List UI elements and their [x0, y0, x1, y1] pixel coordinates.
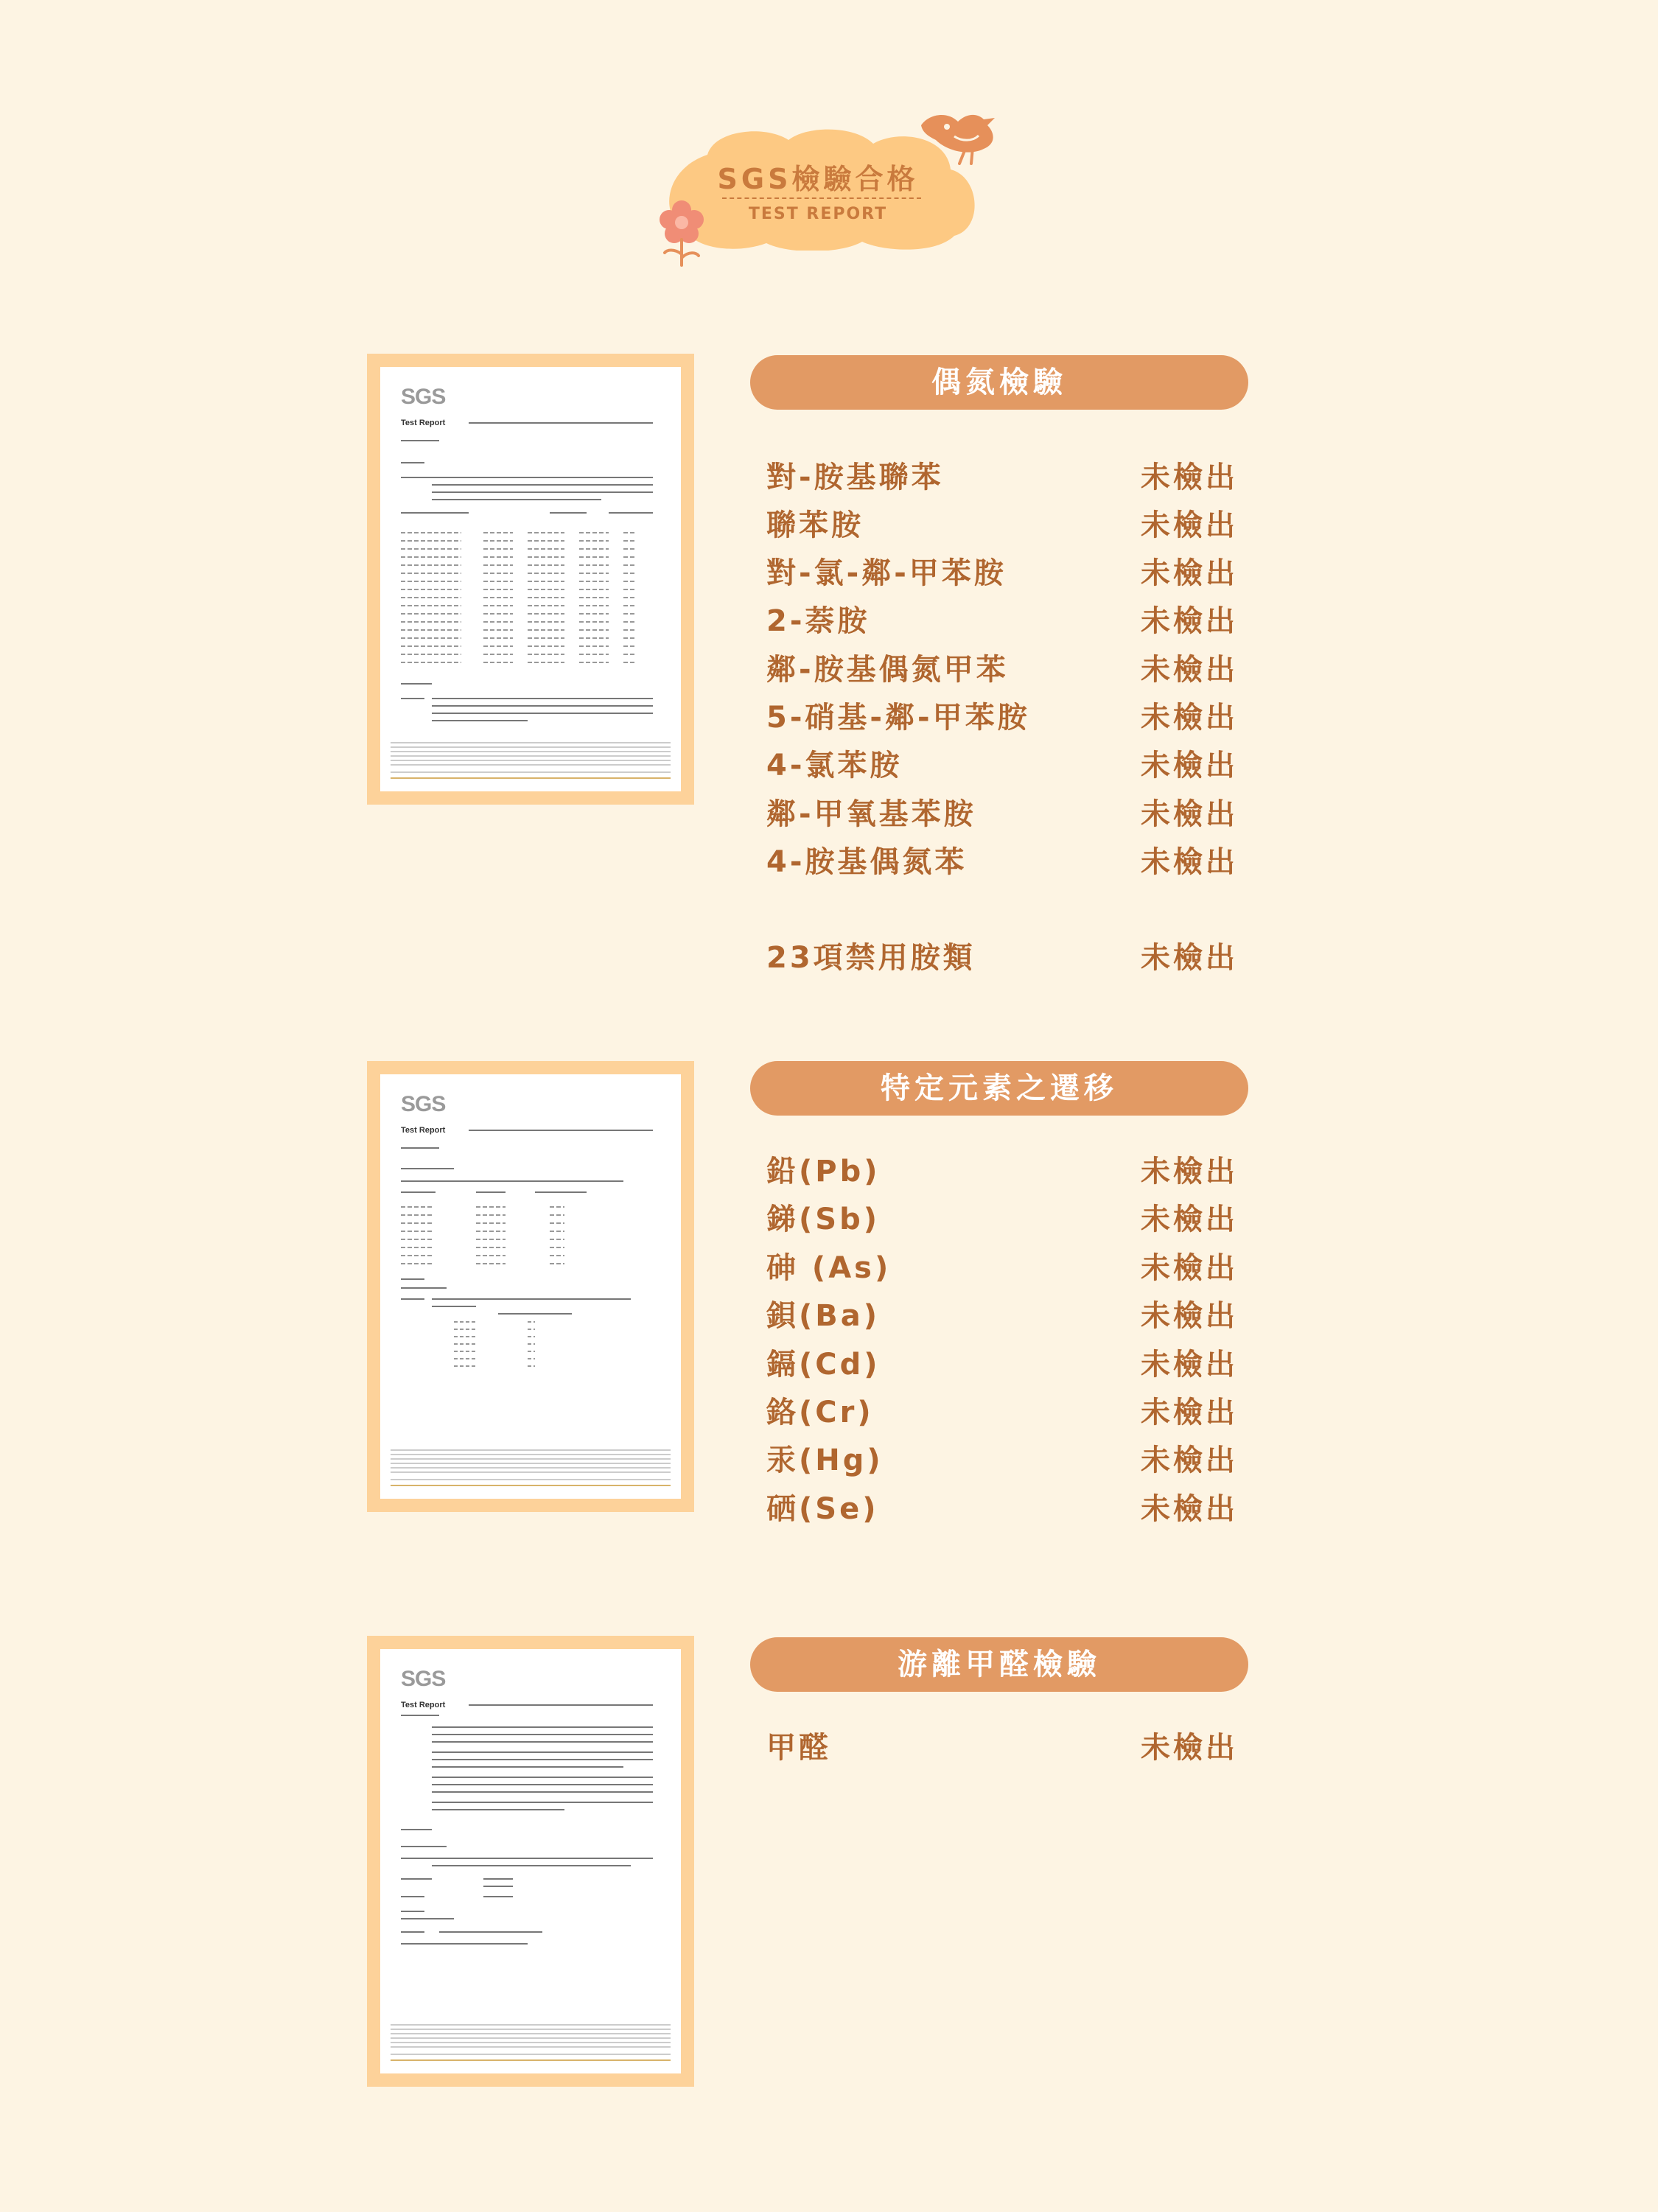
item-result: 未檢出: [1141, 1731, 1238, 1765]
item-result: 未檢出: [1141, 1443, 1238, 1477]
item-result: 未檢出: [1141, 1348, 1238, 1382]
report-paper: [380, 1074, 681, 1499]
test-report-image-formaldehyde: [367, 1636, 694, 2087]
item-name: 汞(Hg): [766, 1443, 884, 1477]
item-result: 未檢出: [1141, 701, 1238, 735]
list-item: [766, 1245, 1238, 1289]
item-name: 砷 (As): [766, 1251, 892, 1285]
item-name: 鄰-甲氧基苯胺: [766, 797, 976, 831]
section-title-formaldehyde: 游離甲醛檢驗: [750, 1637, 1248, 1692]
report-text-lines: [380, 367, 681, 791]
report-heading: Test Report: [401, 1126, 446, 1135]
header-badge: [656, 111, 1010, 265]
test-report-image-elements: [367, 1061, 694, 1512]
item-result: 未檢出: [1141, 941, 1238, 975]
list-item: [766, 454, 1238, 498]
report-text-lines: [380, 1074, 681, 1499]
header-subtitle: TEST REPORT: [748, 205, 888, 223]
item-name: 鋇(Ba): [766, 1299, 881, 1333]
item-name: 對-氯-鄰-甲苯胺: [766, 556, 1007, 590]
item-result: 未檢出: [1141, 508, 1238, 542]
list-item: [766, 1196, 1238, 1240]
item-result: 未檢出: [1141, 604, 1238, 638]
item-result: 未檢出: [1141, 461, 1238, 494]
item-name: 鉛(Pb): [766, 1155, 881, 1189]
report-paper: [380, 1649, 681, 2073]
report-paper: [380, 367, 681, 791]
item-result: 未檢出: [1141, 1203, 1238, 1236]
item-name: 硒(Se): [766, 1492, 879, 1526]
list-item: [766, 791, 1238, 835]
item-name: 銻(Sb): [766, 1203, 881, 1236]
list-item: [766, 1437, 1238, 1481]
list-item: [766, 1389, 1238, 1433]
item-result: 未檢出: [1141, 845, 1238, 879]
item-result: 未檢出: [1141, 749, 1238, 783]
item-name: 5-硝基-鄰-甲苯胺: [766, 701, 1030, 735]
item-name: 甲醛: [766, 1731, 831, 1765]
list-item: [766, 1148, 1238, 1192]
report-text-lines: [380, 1649, 681, 2073]
section-title-azo: 偶氮檢驗: [750, 355, 1248, 410]
item-name: 對-胺基聯苯: [766, 461, 944, 494]
item-result: 未檢出: [1141, 653, 1238, 687]
list-item: [766, 646, 1238, 690]
item-name: 鎘(Cd): [766, 1348, 881, 1382]
item-result: 未檢出: [1141, 1396, 1238, 1429]
header-title: SGS檢驗合格: [717, 163, 919, 195]
section-title-elements: 特定元素之遷移: [750, 1061, 1248, 1116]
list-item: [766, 1292, 1238, 1337]
list-item: [766, 598, 1238, 642]
report-heading: Test Report: [401, 1701, 446, 1709]
list-item: [766, 550, 1238, 594]
list-item: [766, 1485, 1238, 1530]
item-result: 未檢出: [1141, 556, 1238, 590]
item-name: 4-胺基偶氮苯: [766, 845, 968, 879]
sgs-logo: SGS: [401, 1667, 446, 1691]
item-name: 鉻(Cr): [766, 1396, 874, 1429]
list-item-summary: [766, 934, 1238, 979]
item-result: 未檢出: [1141, 797, 1238, 831]
test-report-image-azo: [367, 354, 694, 805]
report-heading: Test Report: [401, 419, 446, 427]
header-divider: [722, 197, 921, 199]
list-item: [766, 1724, 1238, 1768]
item-name: 4-氯苯胺: [766, 749, 903, 783]
list-item: [766, 839, 1238, 883]
list-item: [766, 742, 1238, 786]
item-result: 未檢出: [1141, 1492, 1238, 1526]
item-name: 23項禁用胺類: [766, 941, 976, 975]
item-result: 未檢出: [1141, 1155, 1238, 1189]
item-result: 未檢出: [1141, 1251, 1238, 1285]
sgs-logo: SGS: [401, 385, 446, 409]
item-name: 2-萘胺: [766, 604, 870, 638]
item-name: 鄰-胺基偶氮甲苯: [766, 653, 1009, 687]
list-item: [766, 1341, 1238, 1385]
sgs-logo: SGS: [401, 1092, 446, 1116]
list-item: [766, 694, 1238, 738]
item-result: 未檢出: [1141, 1299, 1238, 1333]
item-name: 聯苯胺: [766, 508, 864, 542]
list-item: [766, 502, 1238, 546]
